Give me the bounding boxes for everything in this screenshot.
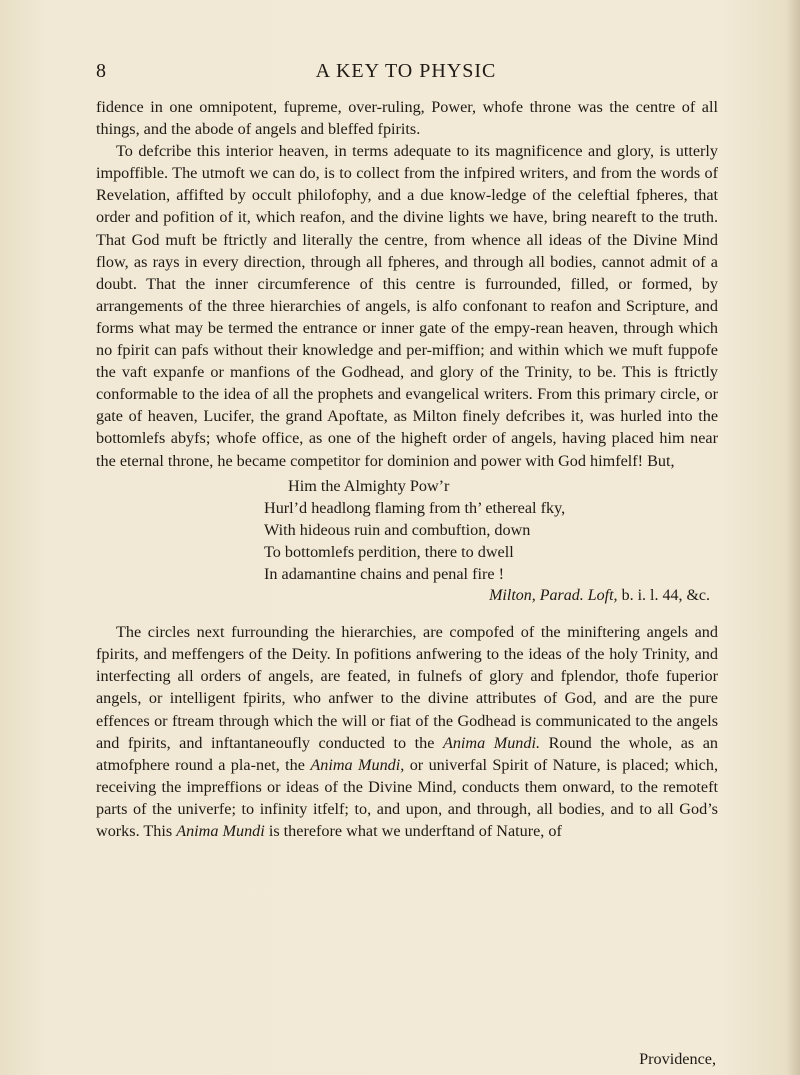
- spacer: [96, 607, 718, 621]
- citation-reference: b. i. l. 44, &c.: [621, 587, 710, 605]
- paragraph-3-part-3: or univerfal Spirit of Nature, is placed; which, receiving the impreffions or ideas of the Divine Mind, conducts them onward, to the remoteft parts of the univerfe; to infinity itfelf; to, and upon, and through, all bodies, and to all God’s works. This: [96, 755, 719, 840]
- paragraph-3-part-4: is therefore what we underftand of Nature, of: [264, 822, 562, 840]
- verse-line-2: Hurl’d headlong flaming from th’ ethereal fky,: [264, 498, 566, 517]
- verse-quotation: [264, 475, 718, 608]
- verse-line-4: To bottomlefs perdition, there to dwell: [264, 542, 514, 561]
- running-title: A KEY TO PHYSIC: [315, 60, 497, 82]
- page-header: [96, 60, 716, 86]
- paragraph-2: To defcribe this interior heaven, in terms adequate to its magnificence and glory, is utterly impoffible. The utmoft we can do, is to collect from the infpired writers, and from the words of Revelation, affifted by occult philofophy, and a due know-ledge of the celeftial fpheres, that order and pofition of it, which reafon, and the divine lights we have, bring neareft to the truth. That God muft be ftrictly and literally the centre, from whence all ideas of the Divine Mind flow, as rays in every direction, through all fpheres, and through all bodies, cannot admit of a doubt. That the inner circumference of this centre is furrounded, filled, or formed, by arrangements of the three hierarchies of angels, is alfo confonant to reafon and Scripture, and forms what may be termed the entrance or inner gate of the empy-rean heaven, through which no fpirit can pafs without their knowledge and per-miffion; and within which we muft fuppofe the vaft expanfe or manfions of the Godhead, and glory of the Trinity, to be. This is ftrictly conformable to the idea of all the prophets and evangelical writers. From this primary circle, or gate of heaven, Lucifer, the grand Apoftate, as Milton finely defcribes it, was hurled into the bottomlefs abyfs; whofe office, as one of the higheft order of angels, having placed him near the eternal throne, he became competitor for dominion and power with God himfelf! But,: [96, 142, 718, 470]
- verse-citation: [264, 585, 710, 607]
- verse-line-1: Him the Almighty Pow’r: [288, 476, 450, 495]
- citation-work: Parad. Loft,: [539, 587, 618, 605]
- paragraph-1: fidence in one omnipotent, fupreme, over-ruling, Power, whofe throne was the centre of all things, and the abode of angels and bleffed fpirits.: [96, 98, 718, 139]
- citation-author: Milton,: [489, 587, 536, 605]
- page-edge-shadow: [786, 0, 800, 1075]
- page-number: 8: [96, 60, 107, 82]
- anima-mundi-italic-3: Anima Mundi: [176, 822, 265, 840]
- paragraph-3-part-1: The circles next furrounding the hierarchies, are compofed of the miniftering angels and fpirits, and meffengers of the Deity. In pofitions anfwering to the ideas of the holy Trinity, and interfecting all orders of angels, are feated, in fulnefs of glory and fplendor, thofe fuperior angels, or intelligent fpirits, who anfwer to the divine attributes of God, and are the pure effences or ftream through which the will or fiat of the Godhead is communicated to the angels and fpirits, and inftantaneoufly conducted to the: [96, 623, 718, 752]
- catchword: Providence,: [639, 1050, 716, 1068]
- verse-line-5: In adamantine chains and penal fire !: [264, 564, 505, 583]
- anima-mundi-italic-2: Anima Mundi,: [310, 755, 405, 774]
- paragraph-3-part-2: Round the whole, as an atmofphere round a pla-net, the: [96, 733, 719, 774]
- paragraph-3: [96, 621, 718, 842]
- verse-line-3: With hideous ruin and combuftion, down: [264, 520, 531, 539]
- anima-mundi-italic-1: Anima Mundi.: [442, 733, 541, 752]
- body-text: [96, 96, 718, 842]
